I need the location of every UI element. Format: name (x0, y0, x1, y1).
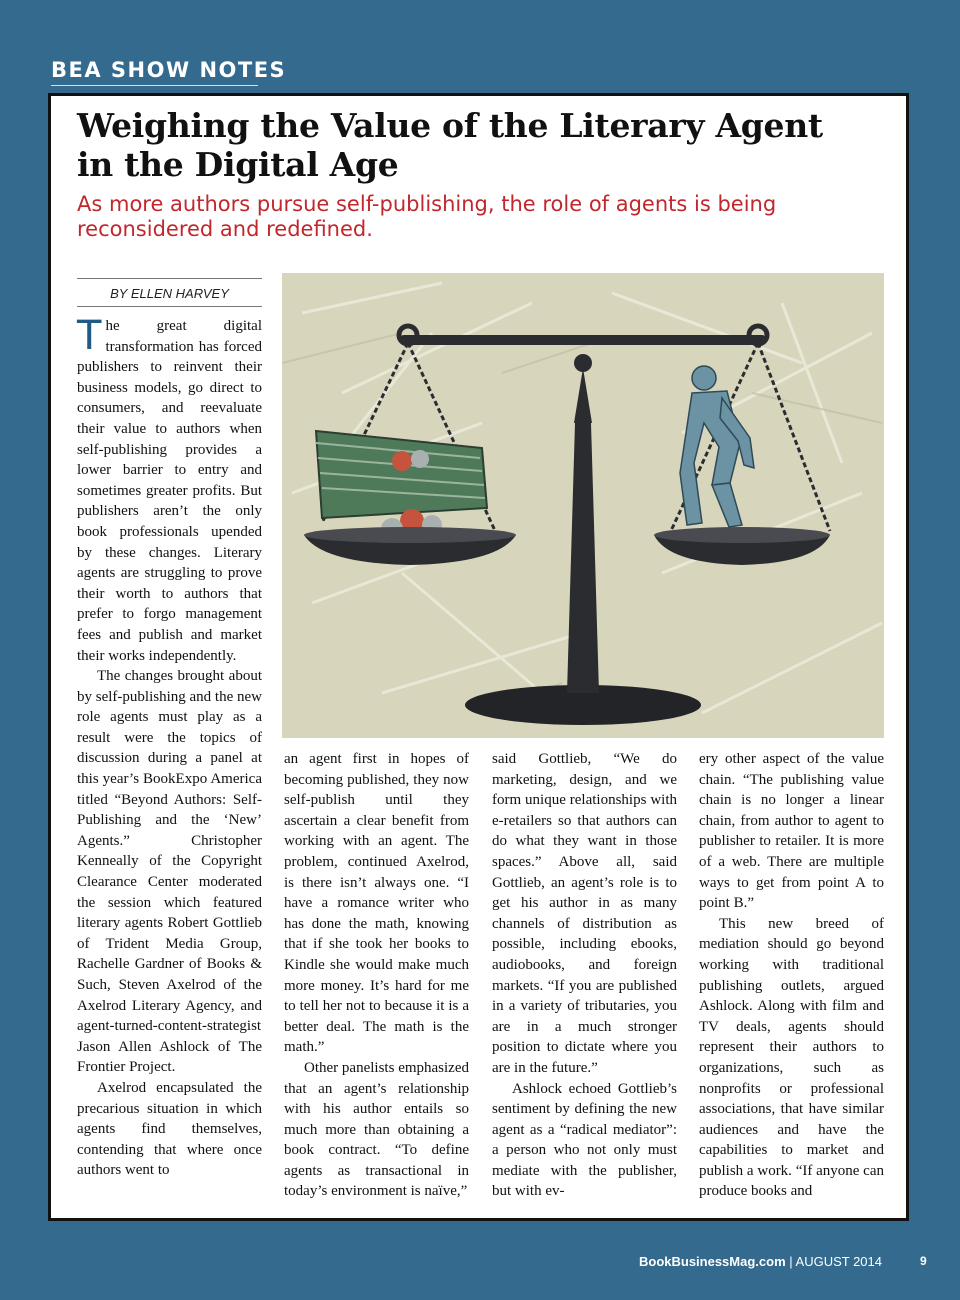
paragraph-7: Ashlock echoed Gottlieb’s sentiment by defining the new agent as a “radical mediator”: a person who not only must mediate with the publisher, but with ev- (492, 1080, 677, 1200)
paragraph-3: Axelrod encapsulated the precarious situation in which agents find themselves, contending that where once authors went to (77, 1079, 262, 1179)
footer-site-link[interactable]: BookBusinessMag.com (638, 1254, 786, 1269)
dropcap: T (77, 313, 102, 359)
text-column-1 (77, 313, 262, 1181)
paragraph-1-text: he great digital transformation has forced publishers to reinvent their business models, go direct to consumers, and reevaluate their value to authors when self-publishing provides a lower barrier to entry and sometimes greater profits. But publishers aren’t the only book professionals upended by these changes. Literary agents are struggling to prove their worth to authors that prefer to forgo management fees and publish and market their works independently. (77, 318, 262, 664)
article-subtitle: As more authors pursue self-publishing, the role of agents is being reconsidered and redefined. (77, 192, 777, 241)
scale-illustration-graphic (282, 273, 884, 738)
page-number: 9 (920, 1254, 927, 1268)
paragraph-6: said Gottlieb, “We do marketing, design, and we form unique relationships with e-retailers so that authors can do what they want in those spaces.” Above all, said Gottlieb, an agent’s role is to get his author in as many channels of distribution as possible, including ebooks, audiobooks, and foreign markets. “If you are published in a variety of tributaries, you are in a much stronger position to dictate where you are in the future.” (492, 751, 677, 1076)
footer-separator: | (785, 1254, 796, 1269)
text-column-4 (699, 749, 884, 1202)
byline: BY ELLEN HARVEY (110, 286, 229, 301)
paragraph-5: Other panelists emphasized that an agent’s relationship with his author entails so much more than obtaining a book contract. “To define agents as transactional in today’s environment is naïve,” (284, 1059, 469, 1200)
section-label: BEA SHOW NOTES (51, 58, 287, 82)
paragraph-2: The changes brought about by self-publishing and the new role agents must play as a result were the topics of discussion during a panel at this year’s BookExpo America titled “Beyond Authors: Self-Publishing and the ‘New’ Agents.” Christopher Kenneally of the Copyright Clearance Center moderated the session which featured literary agents Robert Gottlieb of Trident Media Group, Rachelle Gardner of Books & Such, Steven Axelrod of the Axelrod Literary Agency, and agent-turned-content-strategist Jason Allen Ashlock of The Frontier Project. (77, 668, 262, 1076)
paragraph-8: ery other aspect of the value chain. “The publishing value chain is no longer a linear chain, from author to agent to publisher to retailer. It is more of a web. There are multiple ways to get from point A to point B.” (699, 751, 884, 912)
paragraph-1 (77, 313, 262, 666)
text-column-3 (492, 749, 677, 1202)
scale-illustration (282, 273, 884, 738)
footer (639, 1254, 882, 1269)
byline-rule-top (77, 278, 262, 279)
paragraph-4: an agent first in hopes of becoming published, they now self-publish until they ascertain a clear benefit from working with an agent. The problem, continued Axelrod, is there isn’t always one. “I have a romance writer who has done the math, knowing that if she took her books to Kindle she would make much more money. It’s hard for me to tell her not to because it is a better deal. The math is the math.” (284, 751, 469, 1056)
section-rule (51, 85, 258, 86)
byline-rule-bottom (77, 306, 262, 307)
article-card (48, 93, 909, 1221)
paragraph-9: This new breed of mediation should go beyond working with traditional publishing outlets, argued Ashlock. Along with film and TV deals, agents should represent their authors to organizations, such as nonprofits or professional associations, that have similar audiences and have the capabilities to market and publish a work. “If anyone can produce books and (699, 915, 884, 1200)
text-column-2 (284, 749, 469, 1202)
footer-issue: AUGUST 2014 (795, 1254, 882, 1269)
article-title: Weighing the Value of the Literary Agent in the Digital Age (77, 106, 823, 184)
